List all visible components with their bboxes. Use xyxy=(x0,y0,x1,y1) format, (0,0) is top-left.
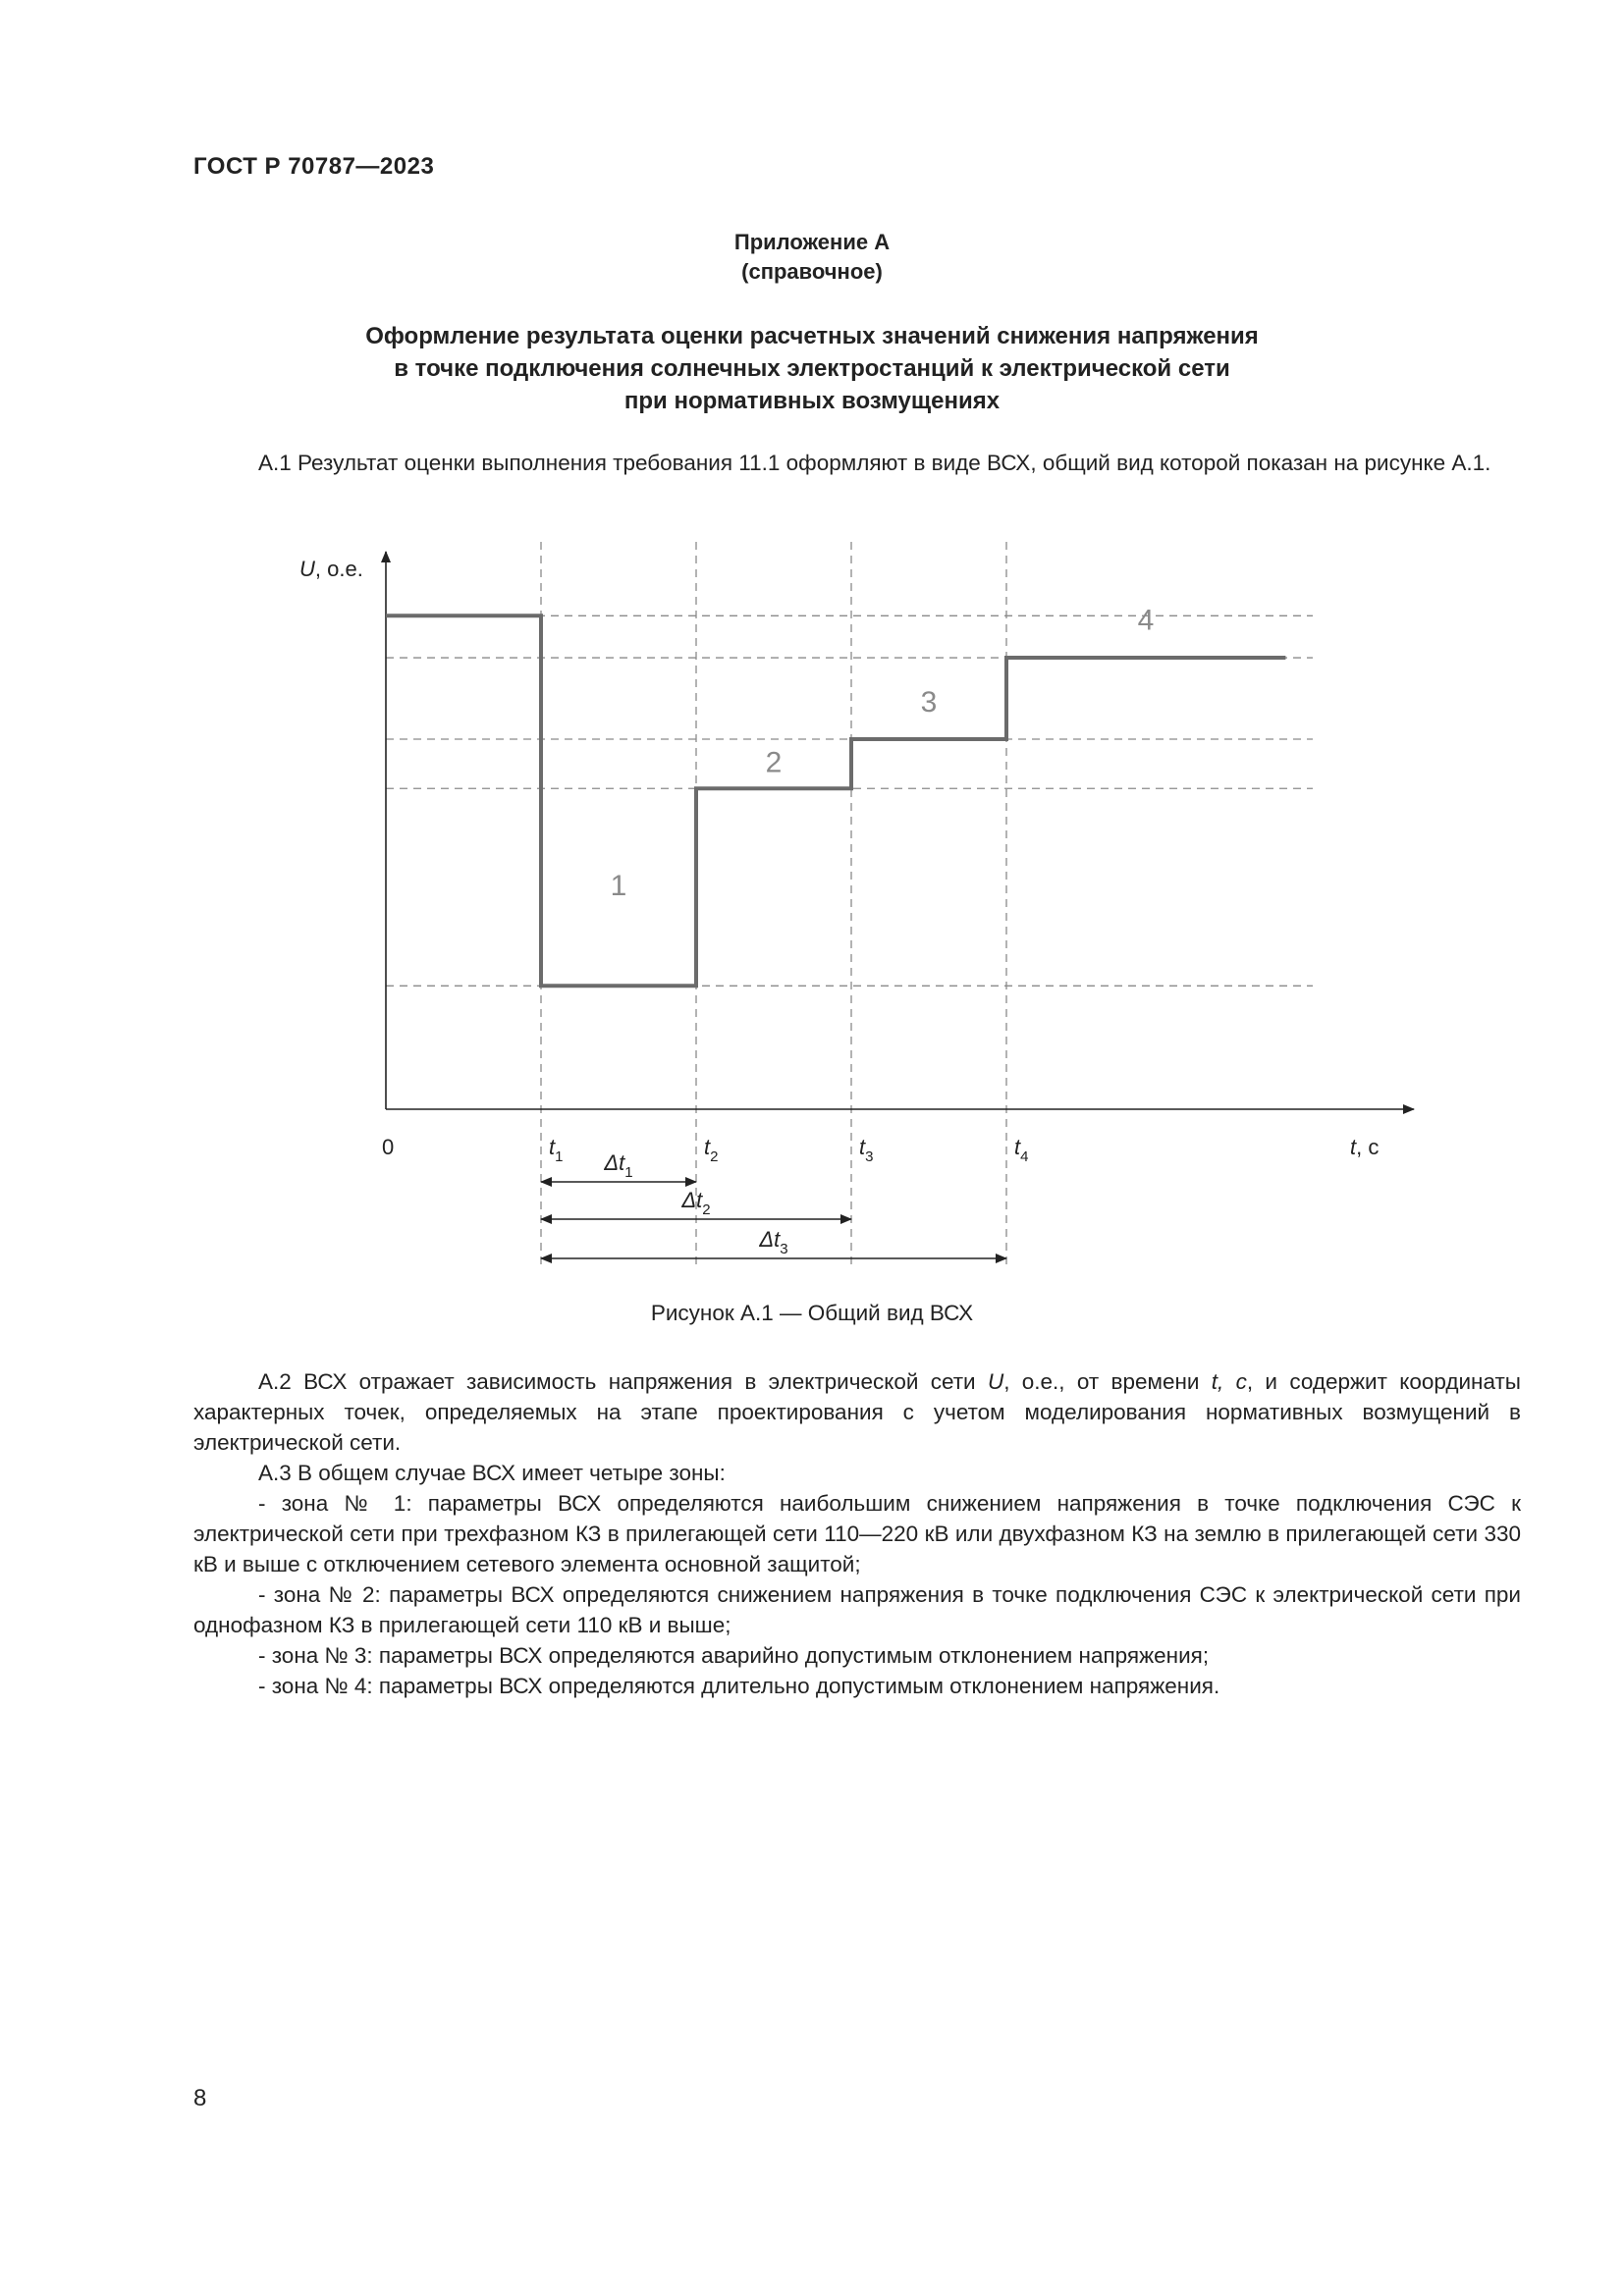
zone-4-description: - зона № 4: параметры ВСХ определяются длительно допустимым отклонением напряжения. xyxy=(258,1674,1220,1698)
paragraph-a3: А.3 В общем случае ВСХ имеет четыре зоны: xyxy=(258,1461,726,1485)
x-mark-label: $t_1$ xyxy=(549,1135,564,1165)
appendix-status: (справочное) xyxy=(741,259,883,284)
paragraph-a1: А.1 Результат оценки выполнения требования 11.1 оформляют в виде ВСХ, общий вид которой показан на рисунке А.1. xyxy=(258,451,1491,475)
x-mark-label: $t_4$ xyxy=(1014,1135,1029,1165)
document-header: ГОСТ Р 70787—2023 xyxy=(193,153,435,180)
x-mark-label: $t_2$ xyxy=(704,1135,719,1165)
zone-label-4: 4 xyxy=(1137,604,1155,637)
x-axis-label: t, с xyxy=(1350,1135,1380,1159)
zone-label-2: 2 xyxy=(765,746,783,779)
p-a2-text-c: , и содержит координаты характерных точек, определяемых на этапе проектирования с учетом моделирования нормативных возмущений в электрической сети. xyxy=(193,1369,1521,1455)
zone-label-3: 3 xyxy=(920,685,938,719)
p-a2-text-a: А.2 ВСХ отражает зависимость напряжения в электрической сети xyxy=(258,1369,988,1394)
appendix-title: Приложение А xyxy=(733,230,891,254)
title-line-1: Оформление результата оценки расчетных значений снижения напряжения xyxy=(365,323,1259,349)
interval-label: $\Delta t_1$ xyxy=(604,1150,633,1181)
p-a2-symbol-u: U xyxy=(987,1369,1004,1394)
x-mark-label: $t_3$ xyxy=(859,1135,874,1165)
title-line-3: при нормативных возмущениях xyxy=(623,388,1001,414)
zone-2-description: - зона № 2: параметры ВСХ определяются снижением напряжения в точке подключения СЭС к электрической сети при однофазном КЗ в прилегающей сети 110 кВ и выше; xyxy=(193,1582,1521,1637)
series-line xyxy=(386,615,1285,986)
chart-gridlines xyxy=(386,542,1313,1269)
interval-label: $\Delta t_3$ xyxy=(759,1227,788,1257)
paragraph-a2 xyxy=(193,1366,1521,1458)
p-a2-text-b: , о.е., от времени xyxy=(1003,1369,1212,1394)
p-a2-symbol-t: t, с xyxy=(1211,1369,1247,1394)
page-number: 8 xyxy=(193,2085,207,2111)
y-axis-label: U, о.е. xyxy=(299,557,363,581)
origin-label: 0 xyxy=(382,1135,395,1159)
zone-label-1: 1 xyxy=(610,869,627,902)
title-line-2: в точке подключения солнечных электростанций к электрической сети xyxy=(394,355,1230,382)
zone-1-description: - зона № 1: параметры ВСХ определяются наибольшим снижением напряжения в точке подключения СЭС к электрической сети при трехфазном КЗ в прилегающей сети 110—220 кВ или двухфазном КЗ на землю в прилегающей сети 330 кВ и выше с отключением сетевого элемента основной защитой; xyxy=(193,1491,1521,1576)
zone-3-description: - зона № 3: параметры ВСХ определяются аварийно допустимым отклонением напряжения; xyxy=(258,1643,1210,1668)
interval-label: $\Delta t_2$ xyxy=(681,1188,711,1218)
figure-caption: Рисунок А.1 — Общий вид ВСХ xyxy=(650,1301,974,1325)
